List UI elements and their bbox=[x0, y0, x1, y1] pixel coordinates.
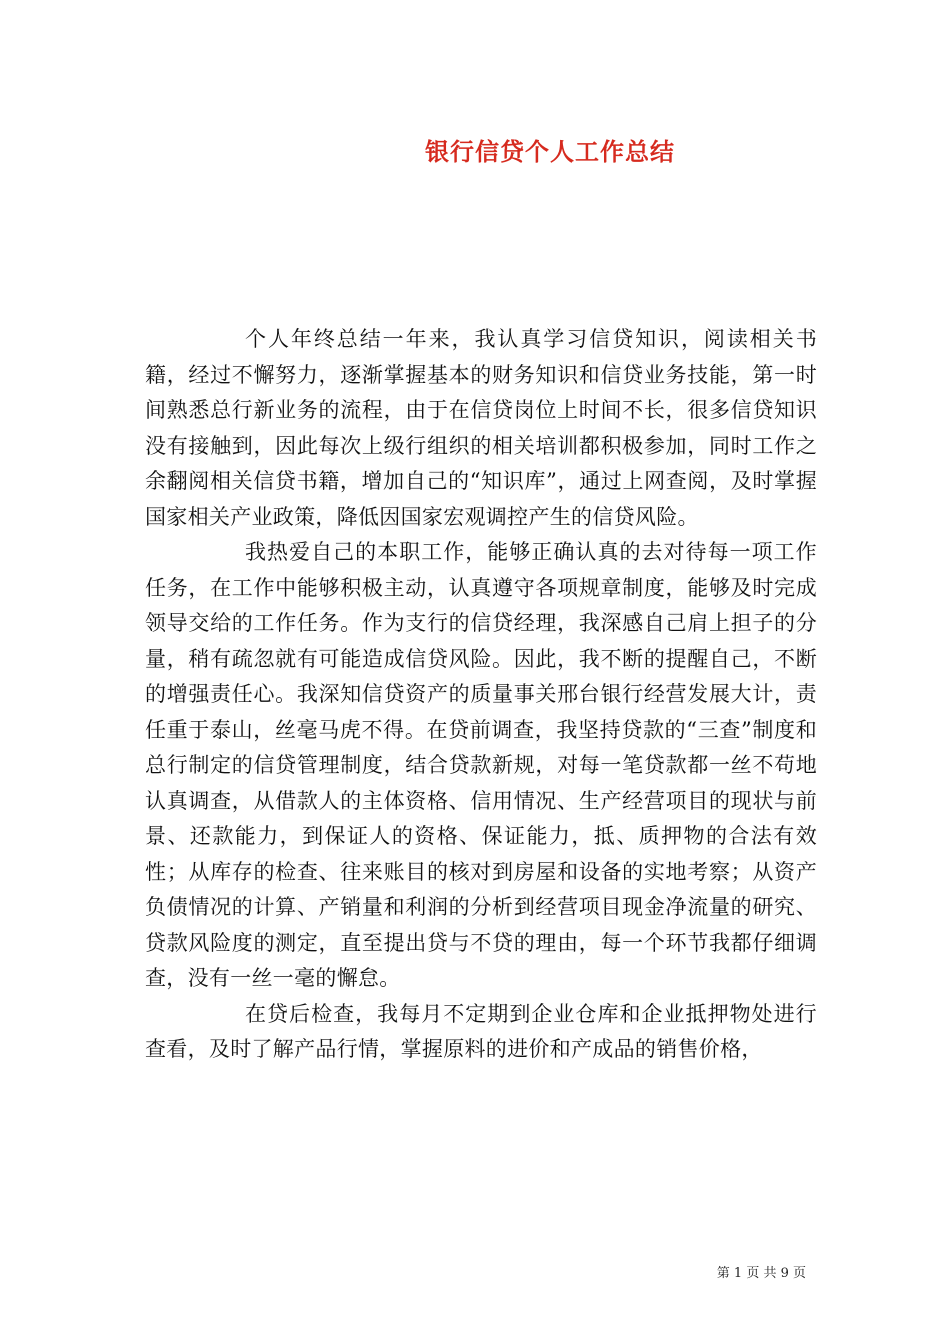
page-number-footer: 第 1 页 共 9 页 bbox=[716, 1266, 806, 1281]
paragraph-3: 在贷后检查，我每月不定期到企业仓库和企业抵押物处进行查看，及时了解产品行情，掌握原料的进价和产成品的销售价格， bbox=[145, 1001, 817, 1061]
paragraph-2: 我热爱自己的本职工作，能够正确认真的去对待每一项工作任务，在工作中能够积极主动，认真遵守各项规章制度，能够及时完成领导交给的工作任务。作为支行的信贷经理，我深感自己肩上担子的分量，稍有疏忽就有可能造成信贷风险。因此，我不断的提醒自己，不断的增强责任心。我深知信贷资产的质量事关邢台银行经营发展大计，责任重于泰山，丝毫马虎不得。在贷前调查，我坚持贷款的“三查”制度和总行制定的信贷管理制度，结合贷款新规，对每一笔贷款都一丝不苟地认真调查，从借款人的主体资格、信用情况、生产经营项目的现状与前景、还款能力，到保证人的资格、保证能力，抵、质押物的合法有效性；从库存的检查、往来账目的核对到房屋和设备的实地考察；从资产负债情况的计算、产销量和利润的分析到经营项目现金净流量的研究、贷款风险度的测定，直至提出贷与不贷的理由，每一个环节我都仔细调查，没有一丝一毫的懈怠。 bbox=[145, 540, 817, 990]
document-title: 银行信贷个人工作总结 bbox=[425, 137, 675, 166]
document-body bbox=[145, 322, 817, 1068]
paragraph-1: 个人年终总结一年来，我认真学习信贷知识，阅读相关书籍，经过不懈努力，逐渐掌握基本的财务知识和信贷业务技能，第一时间熟悉总行新业务的流程，由于在信贷岗位上时间不长，很多信贷知识没有接触到，因此每次上级行组织的相关培训都积极参加，同时工作之余翻阅相关信贷书籍，增加自己的“知识库”，通过上网查阅，及时掌握国家相关产业政策，降低因国家宏观调控产生的信贷风险。 bbox=[145, 327, 817, 529]
